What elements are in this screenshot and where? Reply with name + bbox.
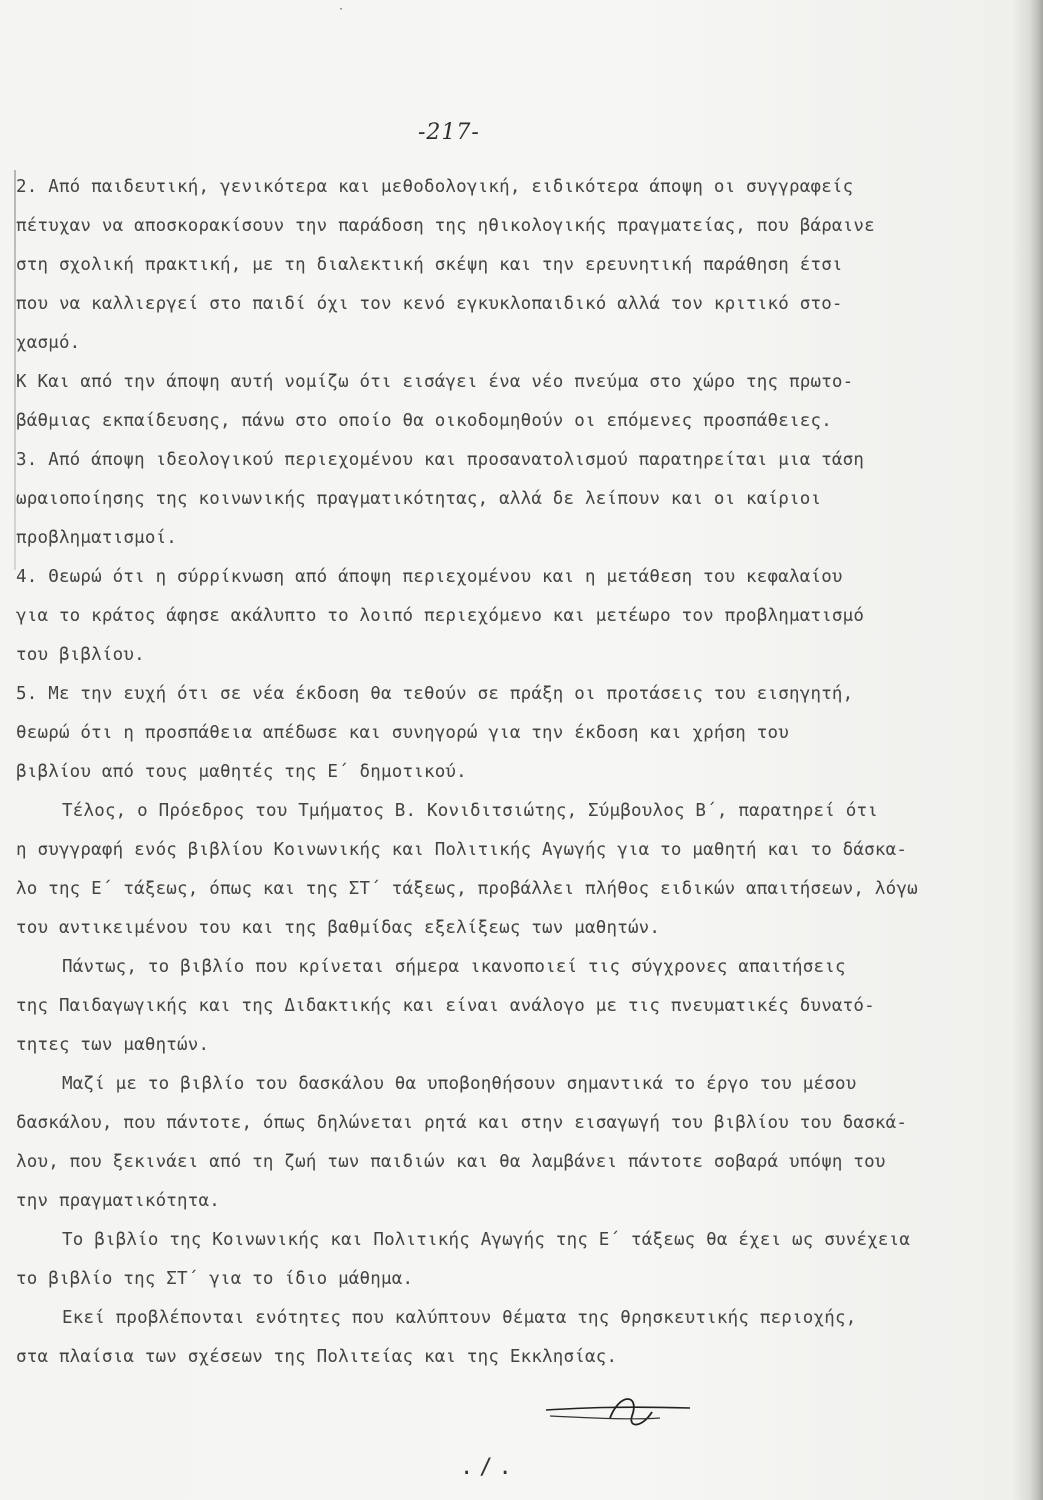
text-line: χασμό. [16, 333, 81, 353]
text-line: προβληματισμοί. [16, 528, 178, 548]
text-line: το βιβλίο της ΣΤ΄ για το ίδιο μάθημα. [16, 1269, 414, 1289]
text-line: του βιβλίου. [16, 645, 145, 665]
binding-edge-shadow [1029, 0, 1043, 1500]
text-line: Το βιβλίο της Κοινωνικής και Πολιτικής Αγωγής της Ε΄ τάξεως θα έχει ως συνέχεια [62, 1230, 911, 1250]
text-line: τητες των μαθητών. [16, 1035, 210, 1055]
top-mark: · [338, 4, 345, 15]
continuation-mark: ./. [460, 1455, 518, 1480]
text-line: Κ Και από την άποψη αυτή νομίζω ότι εισάγει ένα νέο πνεύμα στο χώρο της πρωτο- [16, 372, 854, 392]
text-line: λο της Ε΄ τάξεως, όπως και της ΣΤ΄ τάξεως, προβάλλει πλήθος ειδικών απαιτήσεων, λόγω [16, 879, 918, 899]
signature-stroke-main [546, 1407, 690, 1410]
text-line: 5. Με την ευχή ότι σε νέα έκδοση θα τεθούν σε πράξη οι προτάσεις του εισηγητή, [16, 684, 854, 704]
text-line: δασκάλου, που πάντοτε, όπως δηλώνεται ρητά και στην εισαγωγή του βιβλίου του δασκά- [16, 1113, 908, 1133]
signature-mark [540, 1388, 700, 1438]
document-body [16, 168, 996, 1377]
text-line: βιβλίου από τους μαθητές της Ε΄ δημοτικού. [16, 762, 467, 782]
page-number: -217- [418, 120, 480, 145]
text-line: στα πλαίσια των σχέσεων της Πολιτείας και της Εκκλησίας. [16, 1347, 618, 1367]
text-line: η συγγραφή ενός βιβλίου Κοινωνικής και Πολιτικής Αγωγής για το μαθητή και το δάσκα- [16, 840, 908, 860]
text-line: Πάντως, το βιβλίο που κρίνεται σήμερα ικανοποιεί τις σύγχρονες απαιτήσεις [62, 957, 846, 977]
text-line: λου, που ξεκινάει από τη ζωή των παιδιών και θα λαμβάνει πάντοτε σοβαρά υπόψη του [16, 1152, 886, 1172]
text-line: Τέλος, ο Πρόεδρος του Τμήματος Β. Κονιδιτσιώτης, Σύμβουλος Β΄, παρατηρεί ότι [62, 801, 878, 821]
signature-stroke-tail [550, 1416, 660, 1419]
text-line: της Παιδαγωγικής και της Διδακτικής και είναι ανάλογο με τις πνευματικές δυνατό- [16, 996, 875, 1016]
text-line: 3. Από άποψη ιδεολογικού περιεχομένου και προσανατολισμού παρατηρείται μια τάση [16, 450, 865, 470]
text-line: την πραγματικότητα. [16, 1191, 220, 1211]
text-line: για το κράτος άφησε ακάλυπτο το λοιπό περιεχόμενο και μετέωρο τον προβληματισμό [16, 606, 865, 626]
text-line: 4. Θεωρώ ότι η σύρρίκνωση από άποψη περιεχομένου και η μετάθεση του κεφαλαίου [16, 567, 843, 587]
text-line: στη σχολική πρακτική, με τη διαλεκτική σκέψη και την ερευνητική παράθηση έτσι [16, 255, 843, 275]
signature-stroke-loop [610, 1399, 652, 1425]
text-line: 2. Από παιδευτική, γενικότερα και μεθοδολογική, ειδικότερα άποψη οι συγγραφείς [16, 177, 854, 197]
text-line: ωραιοποίησης της κοινωνικής πραγματικότητας, αλλά δε λείπουν και οι καίριοι [16, 489, 822, 509]
text-line: που να καλλιεργεί στο παιδί όχι τον κενό εγκυκλοπαιδικό αλλά τον κριτικό στο- [16, 294, 843, 314]
text-line: Εκεί προβλέπονται ενότητες που καλύπτουν θέματα της θρησκευτικής περιοχής, [62, 1308, 857, 1328]
text-line: βάθμιας εκπαίδευσης, πάνω στο οποίο θα οικοδομηθούν οι επόμενες προσπάθειες. [16, 411, 832, 431]
text-line: Μαζί με το βιβλίο του δασκάλου θα υποβοηθήσουν σημαντικά το έργο του μέσου [62, 1074, 857, 1094]
text-line: θεωρώ ότι η προσπάθεια απέδωσε και συνηγορώ για την έκδοση και χρήση του [16, 723, 789, 743]
text-line: του αντικειμένου του και της βαθμίδας εξελίξεως των μαθητών. [16, 918, 661, 938]
text-line: πέτυχαν να αποσκορακίσουν την παράδοση της ηθικολογικής πραγματείας, που βάραινε [16, 216, 875, 236]
